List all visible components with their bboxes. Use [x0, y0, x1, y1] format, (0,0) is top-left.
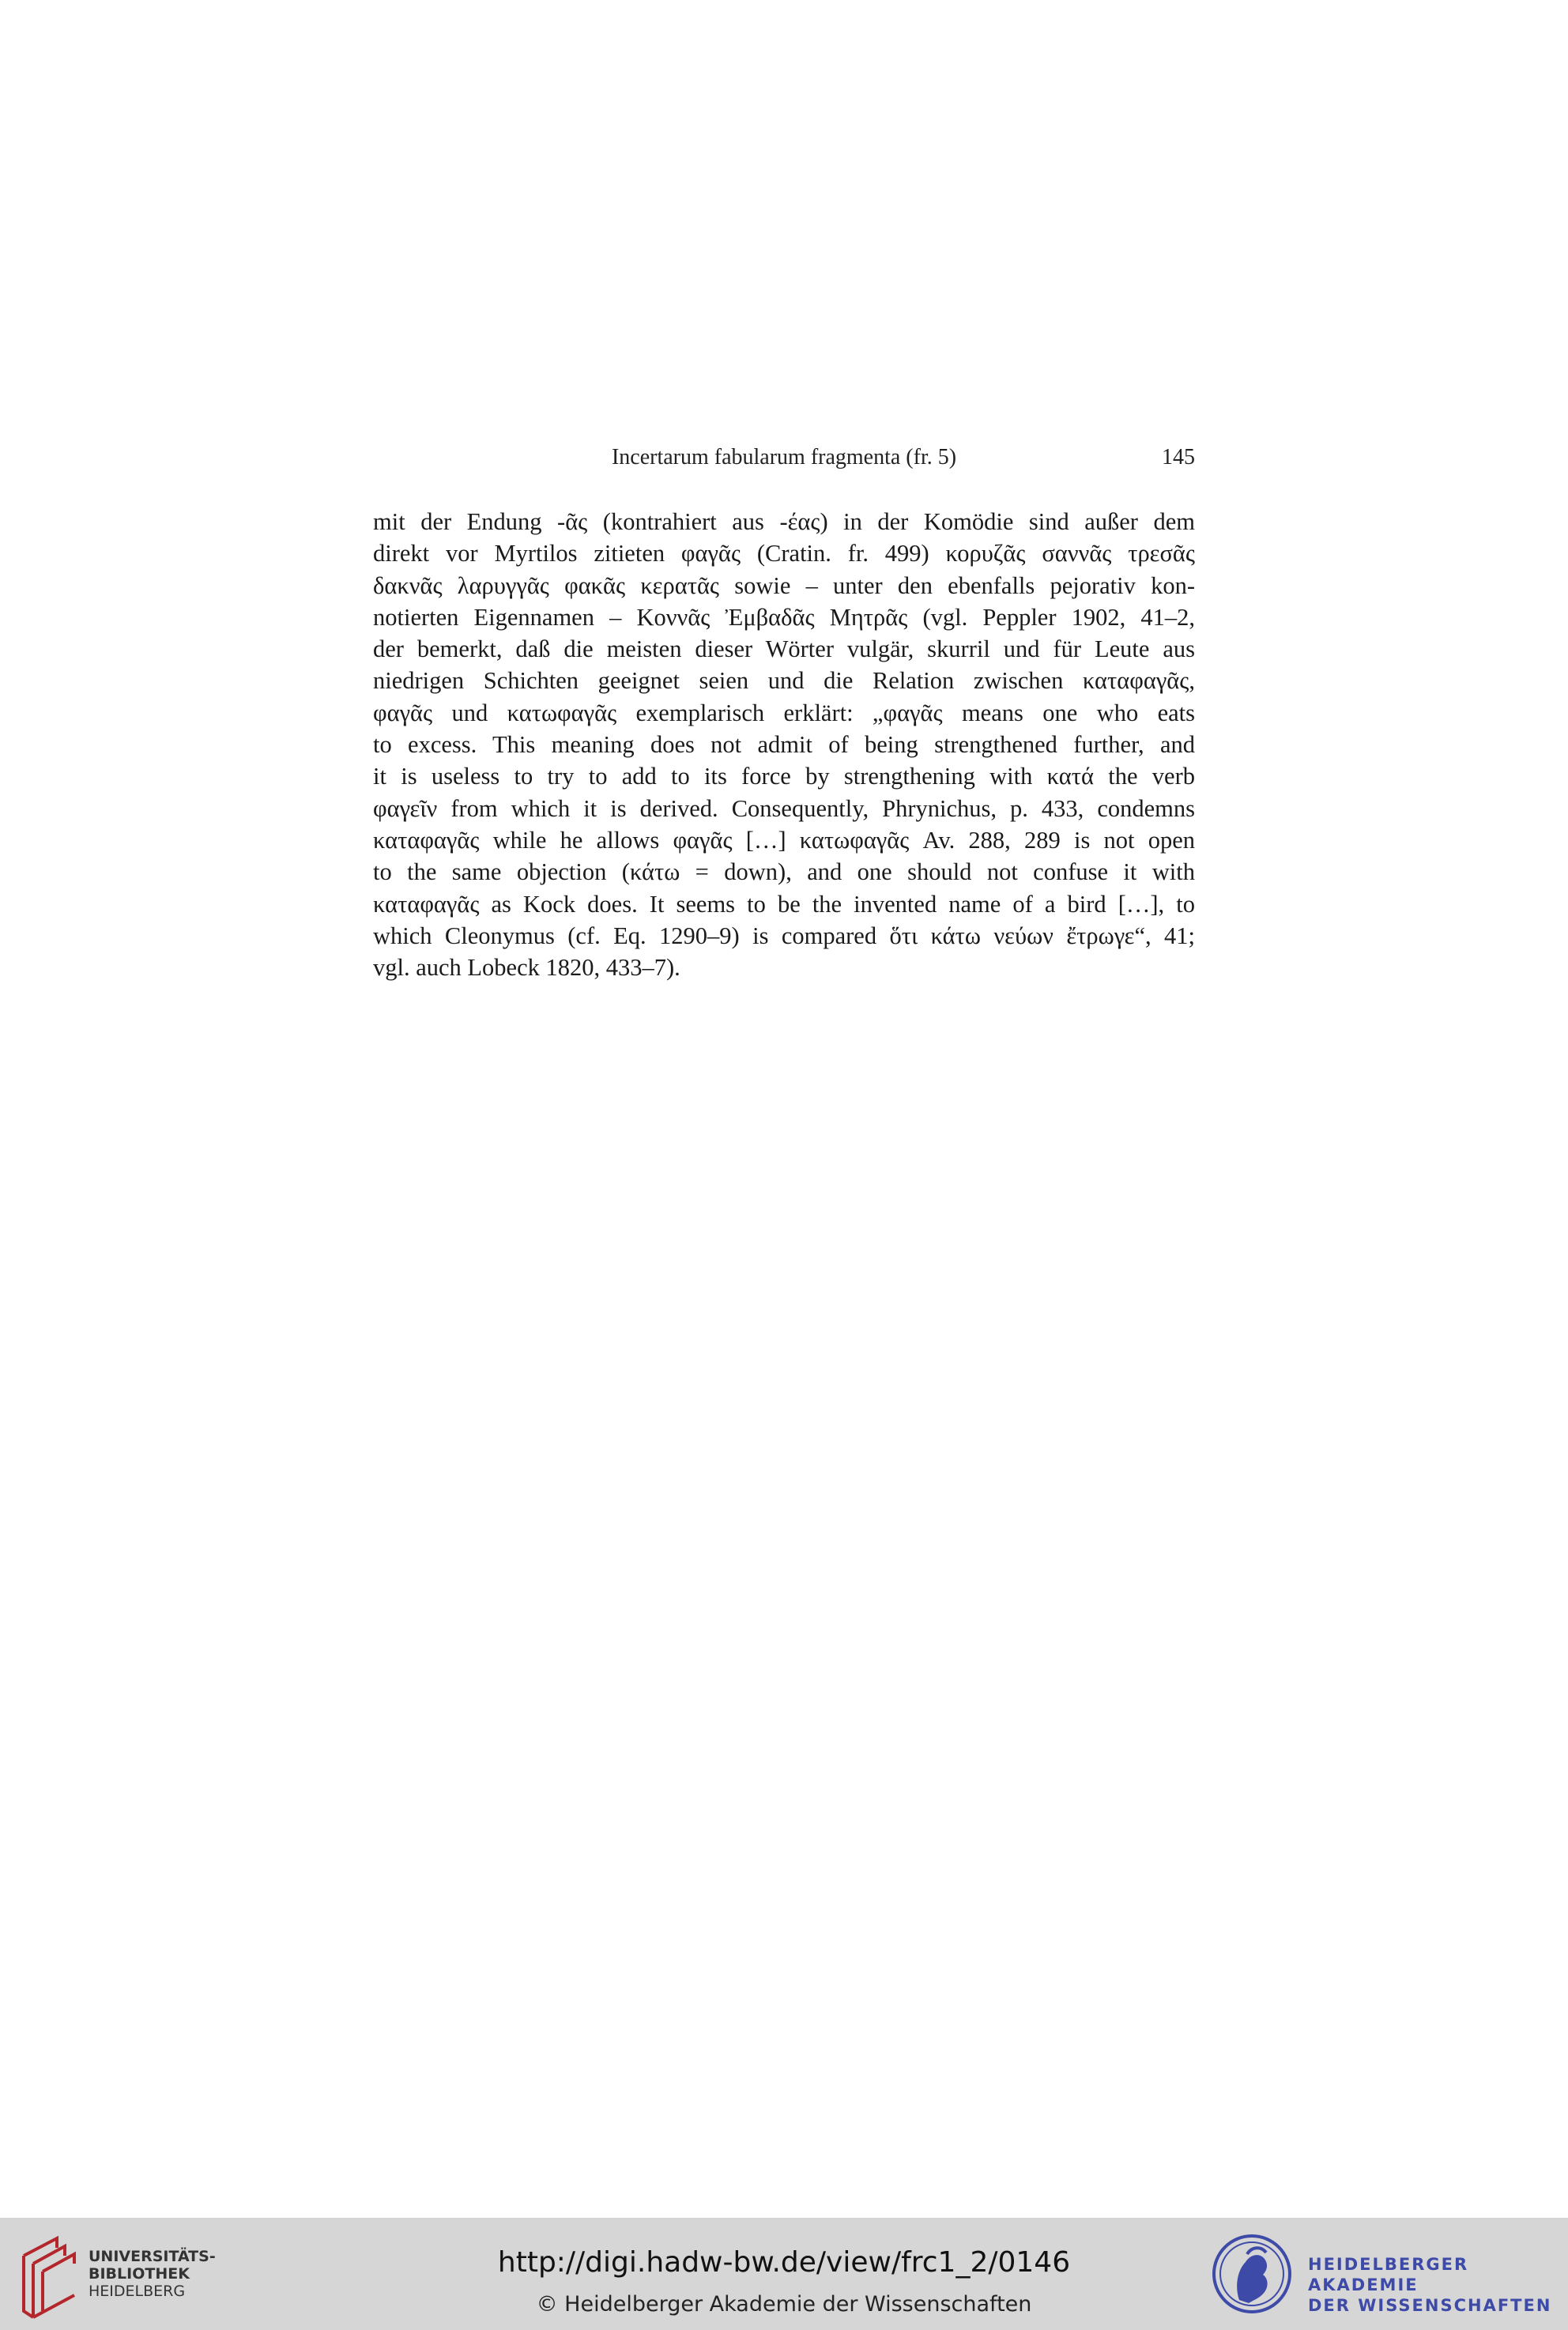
page-number: 145 [1162, 445, 1195, 469]
academy-name [1308, 2254, 1568, 2316]
text-line: notierten Eigennamen – Κοννᾶς Ἐμβαδᾶς Μητρᾶς (vgl. Peppler 1902, 41–2, [373, 603, 1195, 631]
text-line: καταφαγᾶς as Kock does. It seems to be the invented name of a bird […], to [373, 890, 1195, 918]
running-title: Incertarum fabularum fragmenta (fr. 5) [611, 445, 957, 469]
text-line: δακνᾶς λαρυγγᾶς φακᾶς κερατᾶς sowie – unter den ebenfalls pejorativ kon- [373, 571, 1195, 599]
text-line: to the same objection (κάτω = down), and one should not confuse it with [373, 858, 1195, 886]
commentary-paragraph [373, 506, 1195, 983]
academy-name-line1: HEIDELBERGER AKADEMIE [1308, 2255, 1469, 2294]
text-line: φαγᾶς und κατωφαγᾶς exemplarisch erklärt: „φαγᾶς means one who eats [373, 699, 1195, 726]
library-name-line2: BIBLIOTHEK [89, 2265, 190, 2283]
text-line: καταφαγᾶς while he allows φαγᾶς […] κατωφαγᾶς Av. 288, 289 is not open [373, 826, 1195, 854]
academy-name-line2: DER WISSENSCHAFTEN [1308, 2296, 1552, 2315]
text-line: direkt vor Myrtilos zitieten φαγᾶς (Cratin. fr. 499) κορυζᾶς σαννᾶς τρεσᾶς [373, 540, 1195, 567]
library-name-line1: UNIVERSITÄTS- [89, 2248, 216, 2265]
text-line: vgl. auch Lobeck 1820, 433–7). [373, 954, 680, 982]
text-line: φαγεῖν from which it is derived. Consequently, Phrynichus, p. 433, condemns [373, 794, 1195, 822]
hadw-seal-icon[interactable] [1211, 2230, 1293, 2317]
footer-bar [0, 2218, 1568, 2330]
library-name-line3: HEIDELBERG [89, 2283, 186, 2300]
text-line: niedrigen Schichten geeignet seien und die Relation zwischen καταφαγᾶς, [373, 667, 1195, 695]
text-line: which Cleonymus (cf. Eq. 1290–9) is compared ὅτι κάτω νεύων ἔτρωγε“, 41; [373, 922, 1195, 949]
text-line: der bemerkt, daß die meisten dieser Wörter vulgär, skurril und für Leute aus [373, 635, 1195, 663]
permalink-url[interactable]: http://digi.hadw-bw.de/view/frc1_2/0146 [497, 2246, 1071, 2279]
text-line: it is useless to try to add to its force by strengthening with κατά the verb [373, 763, 1195, 790]
running-head [373, 445, 1195, 477]
text-line: to excess. This meaning does not admit of being strengthened further, and [373, 731, 1195, 759]
text-line: mit der Endung -ᾶς (kontrahiert aus -έας) in der Komödie sind außer dem [373, 508, 1195, 535]
copyright-notice: © Heidelberger Akademie der Wissenschaften [536, 2292, 1032, 2317]
